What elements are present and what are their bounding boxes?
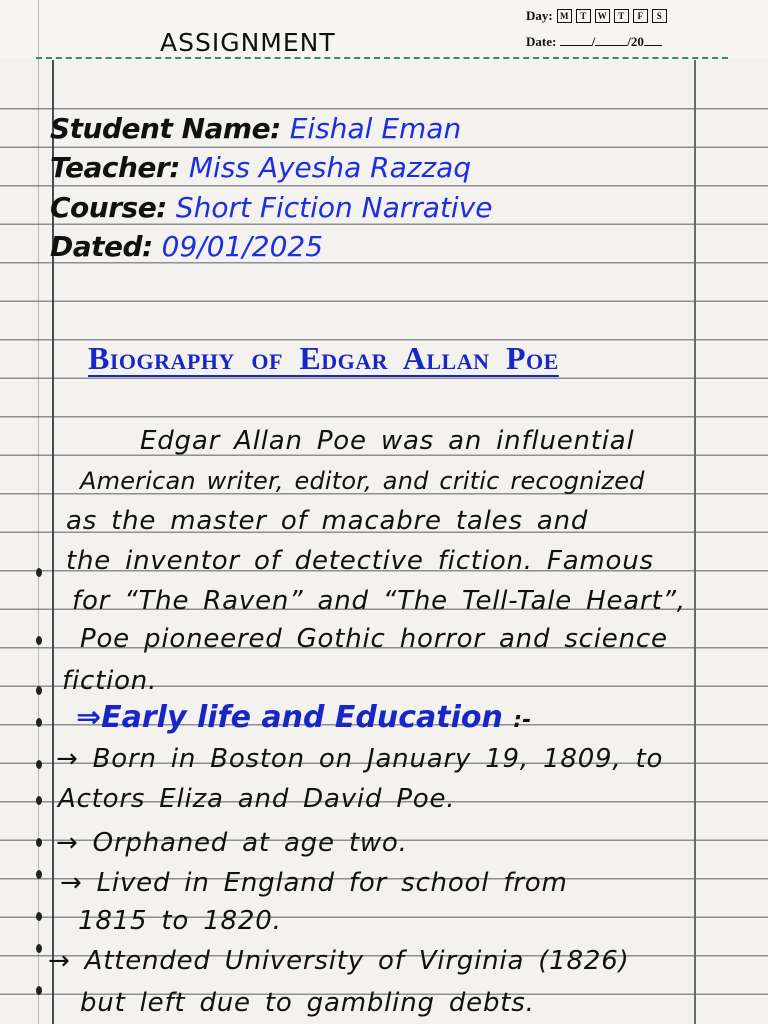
binding-hole	[36, 838, 42, 847]
section-heading	[76, 700, 531, 739]
student-name-row	[50, 112, 461, 146]
day-box-wednesday: W	[595, 9, 610, 23]
teacher-label: Teacher:	[50, 151, 180, 184]
paragraph-line: Poe pioneered Gothic horror and science	[80, 624, 668, 654]
binding-hole	[36, 912, 42, 921]
binding-hole	[36, 870, 42, 879]
date-blank-day	[560, 35, 592, 46]
binding-hole	[36, 568, 42, 577]
date-field	[526, 34, 662, 50]
student-name-label: Student Name:	[50, 112, 281, 145]
teacher-row	[50, 151, 471, 185]
bullet-line: → Attended University of Virginia (1826)	[48, 946, 630, 976]
binding-hole	[36, 944, 42, 953]
course-label: Course:	[50, 191, 167, 224]
assignment-heading: ASSIGNMENT	[160, 28, 336, 57]
dated-row	[50, 230, 323, 264]
date-blank-month	[595, 35, 627, 46]
student-name-value: Eishal Eman	[289, 112, 462, 145]
binding-hole	[36, 686, 42, 695]
binding-hole	[36, 718, 42, 727]
dated-label: Dated:	[50, 230, 153, 263]
header-rule	[36, 57, 728, 59]
paragraph-line: as the master of macabre tales and	[66, 506, 589, 536]
paragraph-line: fiction.	[62, 666, 158, 696]
bullet-line: → Lived in England for school from	[60, 868, 568, 898]
day-selector	[526, 8, 667, 24]
day-box-tuesday: T	[576, 9, 591, 23]
day-box-thursday: T	[614, 9, 629, 23]
binding-hole	[36, 796, 42, 805]
teacher-value: Miss Ayesha Razzaq	[188, 151, 472, 184]
dated-value: 09/01/2025	[161, 230, 324, 263]
section-heading-text: ⇒Early life and Education	[76, 700, 503, 735]
binding-hole	[36, 636, 42, 645]
paragraph-line: Edgar Allan Poe was an influential	[140, 426, 635, 456]
date-year: /20	[627, 34, 644, 49]
bullet-line: → Orphaned at age two.	[56, 828, 408, 858]
date-blank-year	[644, 35, 662, 46]
bullet-line: Actors Eliza and David Poe.	[58, 784, 456, 814]
binding-hole	[36, 986, 42, 995]
section-heading-colon: :-	[513, 708, 532, 733]
course-value: Short Fiction Narrative	[175, 191, 493, 224]
paragraph-line: for “The Raven” and “The Tell-Tale Heart”,	[72, 586, 686, 616]
binding-hole	[36, 760, 42, 769]
bullet-line: → Born in Boston on January 19, 1809, to	[56, 744, 664, 774]
bullet-line: 1815 to 1820.	[78, 906, 282, 936]
date-label: Date:	[526, 34, 557, 49]
paragraph-line: American writer, editor, and critic recognized	[80, 467, 645, 495]
page-title: Biography of Edgar Allan Poe	[88, 340, 559, 376]
day-box-monday: M	[557, 9, 572, 23]
course-row	[50, 191, 493, 225]
bullet-line: but left due to gambling debts.	[80, 988, 535, 1018]
date-separator: /	[591, 34, 596, 49]
day-label: Day:	[526, 8, 553, 23]
day-box-friday: F	[633, 9, 648, 23]
right-margin-line	[694, 60, 696, 1024]
day-box-saturday: S	[652, 9, 667, 23]
paragraph-line: the inventor of detective fiction. Famous	[66, 546, 654, 576]
